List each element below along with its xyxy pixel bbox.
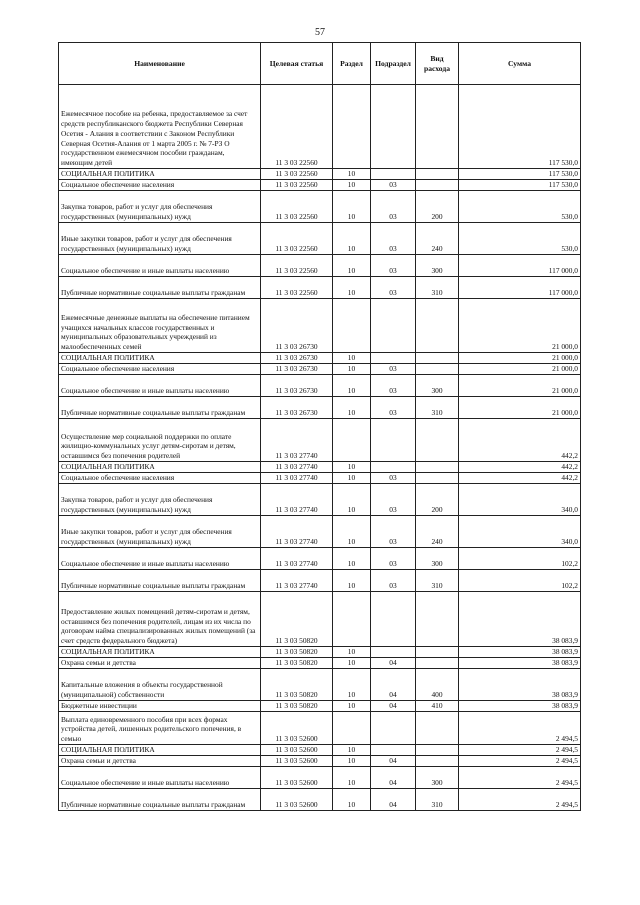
cell-name: Публичные нормативные социальные выплаты гражданам [59, 570, 261, 592]
cell-expense-type [416, 85, 459, 169]
cell-amount: 442,2 [459, 473, 581, 484]
cell-target-article: 11 3 03 27740 [261, 419, 333, 462]
table-row [59, 191, 581, 223]
cell-target-article: 11 3 03 26730 [261, 353, 333, 364]
header-subsection: Подраздел [371, 43, 416, 85]
cell-target-article: 11 3 03 26730 [261, 299, 333, 353]
table-row [59, 255, 581, 277]
header-section: Раздел [333, 43, 371, 85]
cell-amount: 38 083,9 [459, 647, 581, 658]
table-row [59, 473, 581, 484]
cell-section [333, 299, 371, 353]
cell-subsection: 03 [371, 223, 416, 255]
cell-subsection: 03 [371, 473, 416, 484]
cell-section: 10 [333, 462, 371, 473]
cell-expense-type [416, 712, 459, 745]
cell-amount: 2 494,5 [459, 712, 581, 745]
cell-expense-type [416, 462, 459, 473]
cell-section: 10 [333, 353, 371, 364]
cell-name: Выплата единовременного пособия при всех формах устройства детей, лишенных родительского попечения, в семью [59, 712, 261, 745]
cell-target-article: 11 3 03 27740 [261, 516, 333, 548]
cell-expense-type: 300 [416, 767, 459, 789]
cell-amount: 102,2 [459, 570, 581, 592]
cell-target-article: 11 3 03 50820 [261, 669, 333, 701]
cell-amount: 21 000,0 [459, 397, 581, 419]
cell-section: 10 [333, 223, 371, 255]
cell-section: 10 [333, 701, 371, 712]
budget-table [58, 42, 581, 811]
cell-expense-type: 300 [416, 548, 459, 570]
cell-subsection [371, 353, 416, 364]
cell-amount: 38 083,9 [459, 669, 581, 701]
cell-section [333, 712, 371, 745]
cell-expense-type [416, 658, 459, 669]
table-row [59, 375, 581, 397]
cell-amount: 530,0 [459, 191, 581, 223]
cell-target-article: 11 3 03 52600 [261, 745, 333, 756]
cell-expense-type [416, 473, 459, 484]
cell-subsection: 03 [371, 548, 416, 570]
cell-target-article: 11 3 03 52600 [261, 767, 333, 789]
cell-section: 10 [333, 255, 371, 277]
cell-name: Социальное обеспечение и иные выплаты населению [59, 767, 261, 789]
cell-name: СОЦИАЛЬНАЯ ПОЛИТИКА [59, 353, 261, 364]
cell-expense-type: 310 [416, 789, 459, 811]
table-row [59, 419, 581, 462]
header-amount: Сумма [459, 43, 581, 85]
table-row [59, 223, 581, 255]
cell-expense-type: 310 [416, 277, 459, 299]
cell-section: 10 [333, 364, 371, 375]
cell-name: Ежемесячное пособие на ребенка, предоставляемое за счет средств республиканского бюджета Республики Северная Осетия - Алания в соответствии с Законом Республики Северная Осетия-Алания от 1 марта 2005 г. № 7-РЗ О государственном ежемесячном пособии гражданам, имеющим детей [59, 85, 261, 169]
cell-subsection: 03 [371, 397, 416, 419]
cell-expense-type: 200 [416, 191, 459, 223]
cell-target-article: 11 3 03 22560 [261, 223, 333, 255]
table-row [59, 701, 581, 712]
cell-name: СОЦИАЛЬНАЯ ПОЛИТИКА [59, 647, 261, 658]
cell-expense-type: 240 [416, 223, 459, 255]
cell-subsection [371, 647, 416, 658]
cell-target-article: 11 3 03 22560 [261, 191, 333, 223]
cell-amount: 21 000,0 [459, 375, 581, 397]
cell-name: Осуществление мер социальной поддержки по оплате жилищно-коммунальных услуг детям-сиротам и детям, оставшимся без попечения родителей [59, 419, 261, 462]
cell-amount: 117 530,0 [459, 180, 581, 191]
table-row [59, 397, 581, 419]
cell-subsection [371, 745, 416, 756]
header-target-article: Целевая статья [261, 43, 333, 85]
table-row [59, 745, 581, 756]
cell-amount: 340,0 [459, 484, 581, 516]
cell-target-article: 11 3 03 26730 [261, 364, 333, 375]
cell-amount: 21 000,0 [459, 364, 581, 375]
cell-amount: 2 494,5 [459, 789, 581, 811]
cell-target-article: 11 3 03 52600 [261, 712, 333, 745]
cell-name: Социальное обеспечение населения [59, 364, 261, 375]
cell-subsection: 04 [371, 756, 416, 767]
table-row [59, 570, 581, 592]
cell-target-article: 11 3 03 26730 [261, 375, 333, 397]
cell-subsection: 03 [371, 191, 416, 223]
cell-target-article: 11 3 03 52600 [261, 756, 333, 767]
cell-subsection [371, 462, 416, 473]
cell-subsection [371, 85, 416, 169]
cell-section: 10 [333, 169, 371, 180]
cell-subsection: 03 [371, 570, 416, 592]
cell-section: 10 [333, 191, 371, 223]
cell-target-article: 11 3 03 22560 [261, 85, 333, 169]
cell-amount: 102,2 [459, 548, 581, 570]
cell-expense-type [416, 745, 459, 756]
cell-name: Закупка товаров, работ и услуг для обеспечения государственных (муниципальных) нужд [59, 191, 261, 223]
cell-section: 10 [333, 277, 371, 299]
cell-subsection [371, 169, 416, 180]
table-row [59, 592, 581, 647]
cell-target-article: 11 3 03 27740 [261, 473, 333, 484]
cell-name: Социальное обеспечение и иные выплаты населению [59, 255, 261, 277]
table-row [59, 658, 581, 669]
cell-amount: 38 083,9 [459, 701, 581, 712]
cell-name: Охрана семьи и детства [59, 658, 261, 669]
cell-expense-type [416, 180, 459, 191]
cell-subsection: 03 [371, 277, 416, 299]
cell-target-article: 11 3 03 50820 [261, 658, 333, 669]
cell-name: Ежемесячные денежные выплаты на обеспечение питанием учащихся начальных классов государственных и муниципальных образовательных учреждений из малообеспеченных семей [59, 299, 261, 353]
table-row [59, 484, 581, 516]
cell-amount: 2 494,5 [459, 756, 581, 767]
cell-amount: 442,2 [459, 419, 581, 462]
cell-subsection [371, 299, 416, 353]
cell-expense-type: 300 [416, 255, 459, 277]
cell-section: 10 [333, 767, 371, 789]
cell-amount: 117 000,0 [459, 255, 581, 277]
cell-name: Публичные нормативные социальные выплаты гражданам [59, 397, 261, 419]
cell-target-article: 11 3 03 50820 [261, 701, 333, 712]
cell-subsection [371, 592, 416, 647]
cell-subsection: 04 [371, 701, 416, 712]
cell-section: 10 [333, 669, 371, 701]
cell-section: 10 [333, 516, 371, 548]
cell-target-article: 11 3 03 22560 [261, 180, 333, 191]
cell-name: Социальное обеспечение населения [59, 473, 261, 484]
cell-amount: 117 530,0 [459, 85, 581, 169]
cell-name: Охрана семьи и детства [59, 756, 261, 767]
cell-target-article: 11 3 03 50820 [261, 592, 333, 647]
cell-expense-type [416, 353, 459, 364]
cell-amount: 442,2 [459, 462, 581, 473]
cell-section: 10 [333, 570, 371, 592]
cell-target-article: 11 3 03 27740 [261, 484, 333, 516]
cell-name: Публичные нормативные социальные выплаты гражданам [59, 789, 261, 811]
cell-expense-type: 310 [416, 397, 459, 419]
cell-name: Иные закупки товаров, работ и услуг для обеспечения государственных (муниципальных) нужд [59, 223, 261, 255]
cell-section: 10 [333, 745, 371, 756]
table-row [59, 462, 581, 473]
cell-expense-type [416, 419, 459, 462]
cell-expense-type [416, 169, 459, 180]
cell-target-article: 11 3 03 22560 [261, 277, 333, 299]
cell-target-article: 11 3 03 27740 [261, 570, 333, 592]
cell-subsection: 04 [371, 789, 416, 811]
cell-section: 10 [333, 397, 371, 419]
cell-name: Социальное обеспечение и иные выплаты населению [59, 375, 261, 397]
cell-expense-type: 300 [416, 375, 459, 397]
cell-name: Социальное обеспечение населения [59, 180, 261, 191]
table-row [59, 712, 581, 745]
cell-target-article: 11 3 03 26730 [261, 397, 333, 419]
cell-name: Иные закупки товаров, работ и услуг для обеспечения государственных (муниципальных) нужд [59, 516, 261, 548]
cell-expense-type: 400 [416, 669, 459, 701]
header-name: Наименование [59, 43, 261, 85]
cell-expense-type: 410 [416, 701, 459, 712]
table-row [59, 85, 581, 169]
cell-amount: 38 083,9 [459, 592, 581, 647]
cell-amount: 38 083,9 [459, 658, 581, 669]
cell-section [333, 592, 371, 647]
cell-name: СОЦИАЛЬНАЯ ПОЛИТИКА [59, 462, 261, 473]
cell-expense-type [416, 299, 459, 353]
cell-amount: 117 530,0 [459, 169, 581, 180]
table-row [59, 767, 581, 789]
cell-expense-type: 240 [416, 516, 459, 548]
cell-subsection: 03 [371, 375, 416, 397]
cell-section: 10 [333, 789, 371, 811]
cell-section: 10 [333, 756, 371, 767]
cell-expense-type [416, 364, 459, 375]
header-expense-type: Вид расхода [416, 43, 459, 85]
cell-target-article: 11 3 03 52600 [261, 789, 333, 811]
table-row [59, 789, 581, 811]
cell-expense-type [416, 592, 459, 647]
cell-amount: 117 000,0 [459, 277, 581, 299]
cell-target-article: 11 3 03 22560 [261, 169, 333, 180]
table-row [59, 756, 581, 767]
cell-target-article: 11 3 03 22560 [261, 255, 333, 277]
cell-name: Закупка товаров, работ и услуг для обеспечения государственных (муниципальных) нужд [59, 484, 261, 516]
cell-section: 10 [333, 548, 371, 570]
cell-section: 10 [333, 473, 371, 484]
cell-expense-type [416, 647, 459, 658]
cell-target-article: 11 3 03 27740 [261, 462, 333, 473]
cell-subsection: 04 [371, 767, 416, 789]
cell-amount: 2 494,5 [459, 767, 581, 789]
cell-section [333, 419, 371, 462]
table-row [59, 364, 581, 375]
table-row [59, 180, 581, 191]
table-row [59, 169, 581, 180]
cell-section: 10 [333, 647, 371, 658]
cell-target-article: 11 3 03 50820 [261, 647, 333, 658]
table-body [59, 85, 581, 811]
cell-name: СОЦИАЛЬНАЯ ПОЛИТИКА [59, 745, 261, 756]
cell-name: СОЦИАЛЬНАЯ ПОЛИТИКА [59, 169, 261, 180]
cell-subsection: 04 [371, 669, 416, 701]
page-number: 57 [315, 27, 325, 38]
cell-amount: 530,0 [459, 223, 581, 255]
cell-name: Публичные нормативные социальные выплаты гражданам [59, 277, 261, 299]
cell-expense-type: 200 [416, 484, 459, 516]
table-header-row [59, 43, 581, 85]
cell-section: 10 [333, 180, 371, 191]
cell-target-article: 11 3 03 27740 [261, 548, 333, 570]
cell-expense-type: 310 [416, 570, 459, 592]
cell-subsection: 03 [371, 484, 416, 516]
cell-amount: 21 000,0 [459, 299, 581, 353]
cell-subsection: 04 [371, 658, 416, 669]
table-row [59, 647, 581, 658]
cell-amount: 2 494,5 [459, 745, 581, 756]
cell-subsection: 03 [371, 516, 416, 548]
cell-subsection: 03 [371, 364, 416, 375]
cell-expense-type [416, 756, 459, 767]
cell-name: Капитальные вложения в объекты государственной (муниципальной) собственности [59, 669, 261, 701]
table-row [59, 516, 581, 548]
table-row [59, 353, 581, 364]
cell-name: Социальное обеспечение и иные выплаты населению [59, 548, 261, 570]
cell-subsection: 03 [371, 255, 416, 277]
table-row [59, 277, 581, 299]
cell-amount: 340,0 [459, 516, 581, 548]
cell-subsection: 03 [371, 180, 416, 191]
cell-name: Бюджетные инвестиции [59, 701, 261, 712]
cell-amount: 21 000,0 [459, 353, 581, 364]
cell-section [333, 85, 371, 169]
cell-name: Предоставление жилых помещений детям-сиротам и детям, оставшимся без попечения родителей, лицам из их числа по договорам найма специализированных жилых помещений (за счет средств федерального бюджета) [59, 592, 261, 647]
cell-section: 10 [333, 484, 371, 516]
cell-subsection [371, 712, 416, 745]
table-row [59, 548, 581, 570]
table-row [59, 299, 581, 353]
cell-subsection [371, 419, 416, 462]
table-row [59, 669, 581, 701]
cell-section: 10 [333, 658, 371, 669]
cell-section: 10 [333, 375, 371, 397]
